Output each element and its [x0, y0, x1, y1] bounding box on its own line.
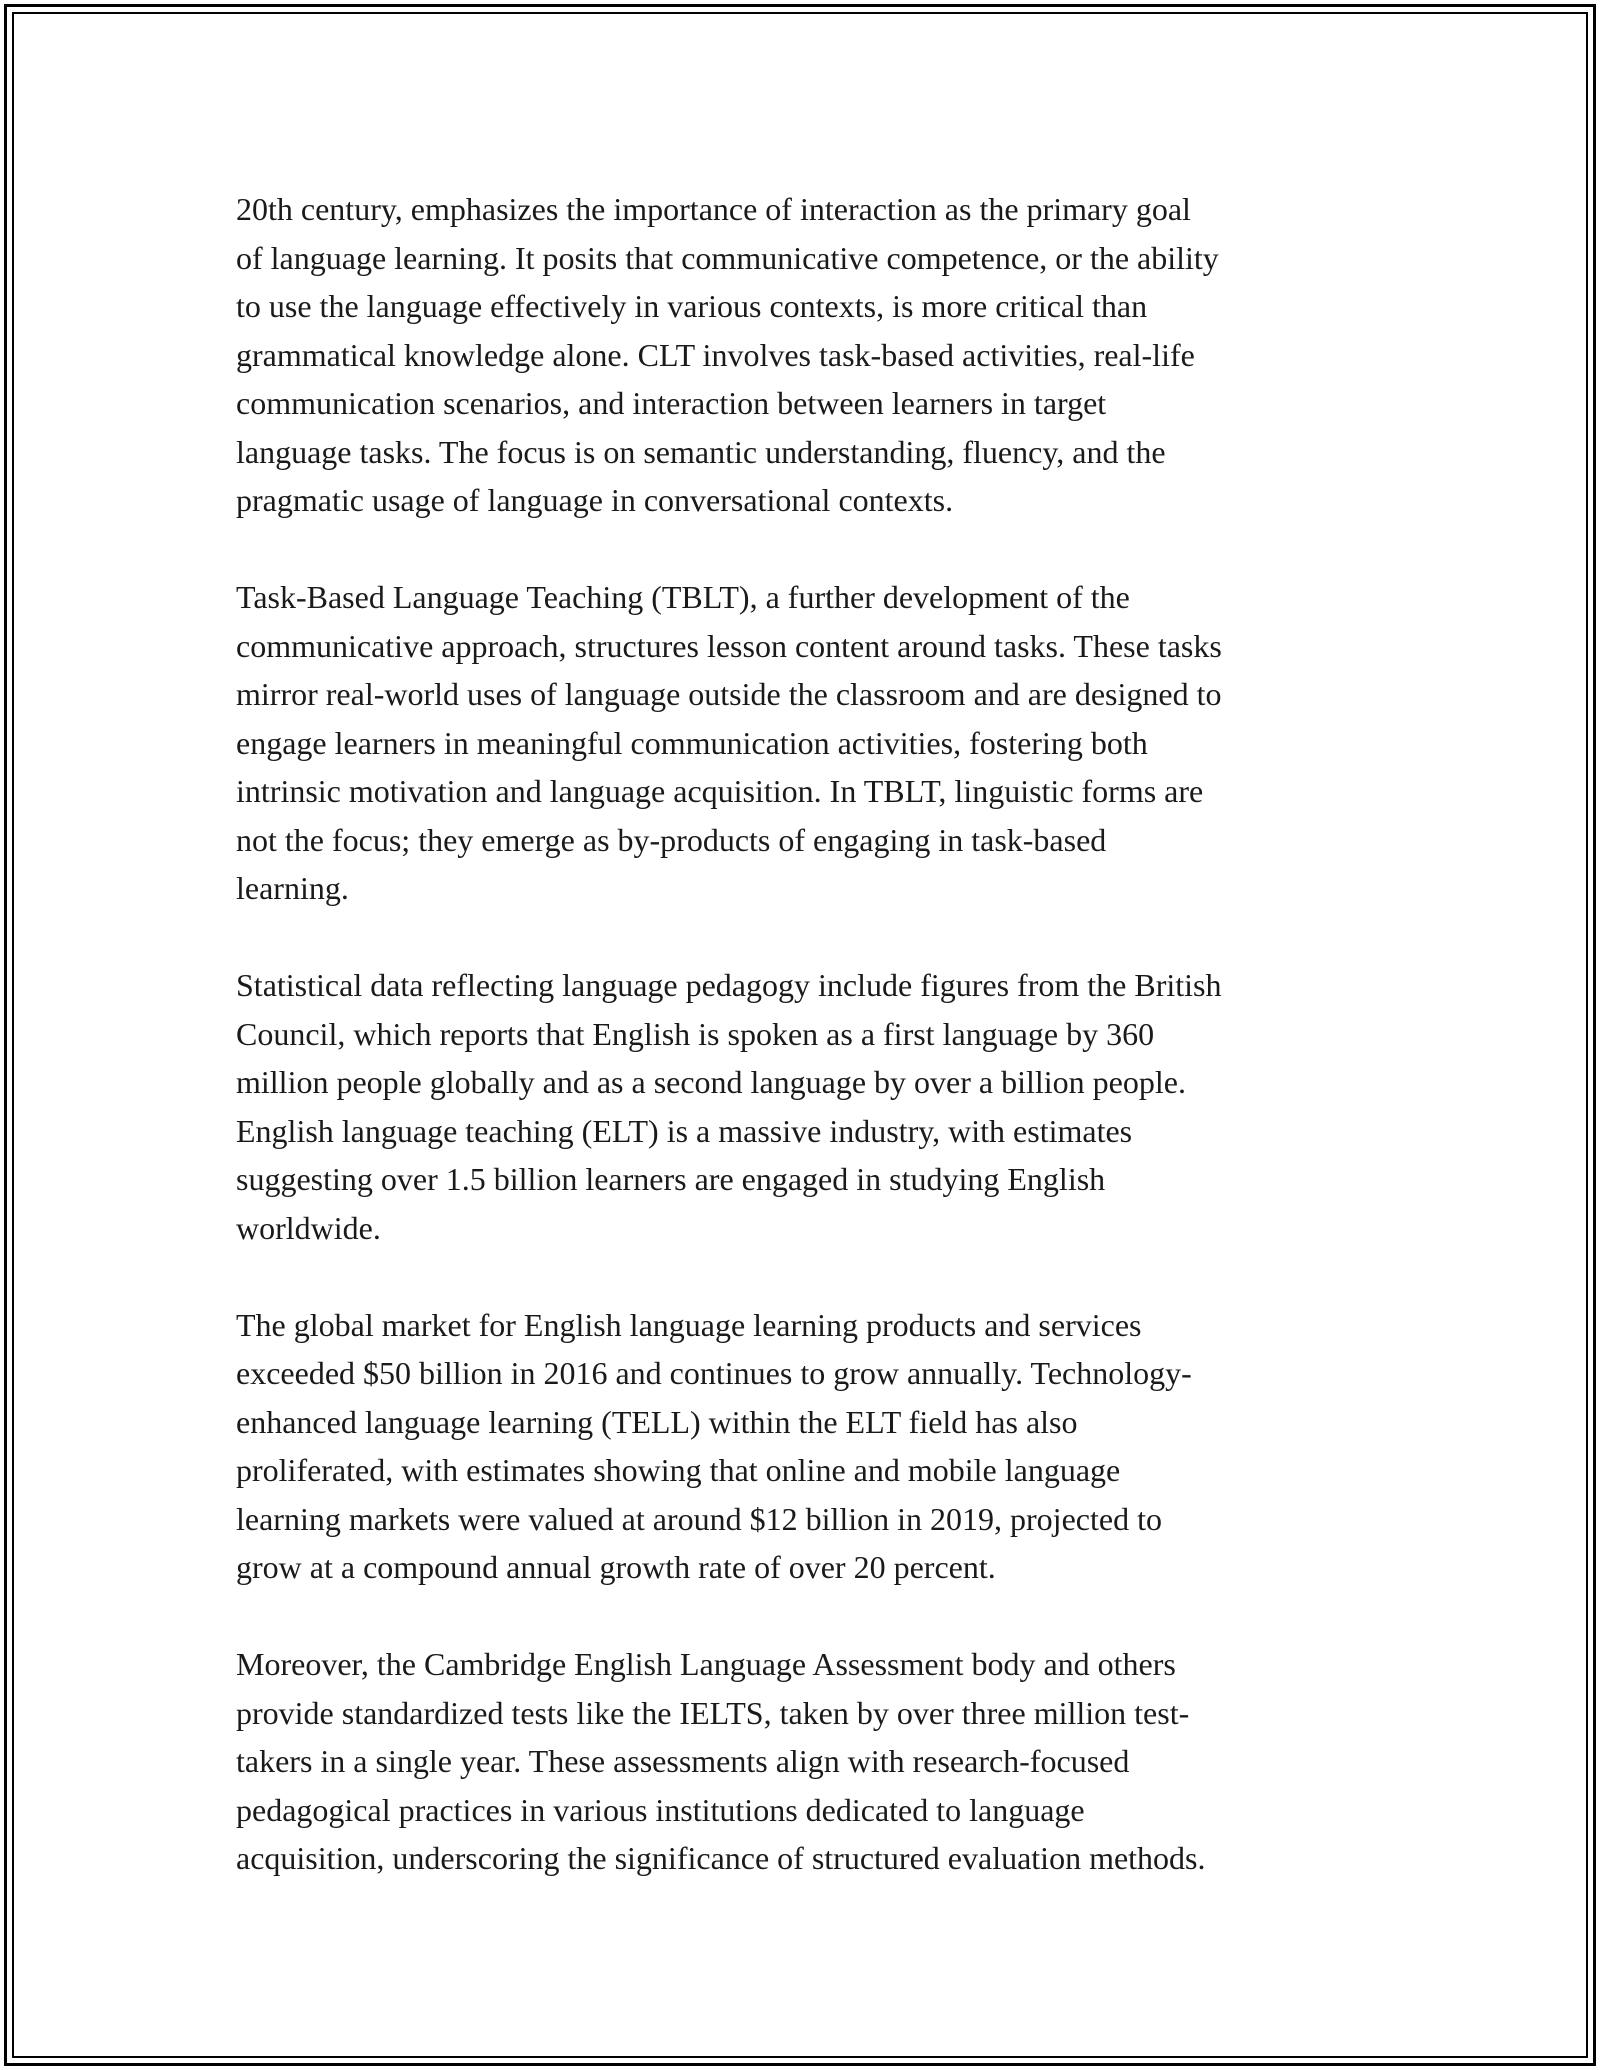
text-line: 20th century, emphasizes the importance of interaction as the primary goal	[236, 191, 1191, 227]
text-line: communicative approach, structures lesson content around tasks. These tasks	[236, 627, 1222, 664]
text-line: Moreover, the Cambridge English Language Assessment body and others	[236, 1646, 1176, 1682]
text-line: grow at a compound annual growth rate of over 20 percent.	[236, 1549, 996, 1585]
text-line: proliferated, with estimates showing that online and mobile language	[236, 1452, 1121, 1488]
paragraph-tblt	[236, 573, 1376, 913]
text-line: provide standardized tests like the IELTS, taken by over three million test-	[236, 1694, 1190, 1731]
paragraph-assessment	[236, 1640, 1376, 1883]
text-line: communication scenarios, and interaction between learners in target	[236, 385, 1107, 421]
text-line: to use the language effectively in various contexts, is more critical than	[236, 288, 1148, 324]
text-line: language tasks. The focus is on semantic understanding, fluency, and the	[236, 433, 1166, 470]
text-line: million people globally and as a second language by over a billion people.	[236, 1064, 1186, 1100]
text-line: suggesting over 1.5 billion learners are engaged in studying English	[236, 1161, 1106, 1197]
text-line: mirror real-world uses of language outside the classroom and are designed to	[236, 676, 1222, 712]
text-line: intrinsic motivation and language acquisition. In TBLT, linguistic forms are	[236, 773, 1204, 809]
text-line: not the focus; they emerge as by-products of engaging in task-based	[236, 821, 1107, 858]
text-line: grammatical knowledge alone. CLT involves task-based activities, real-life	[236, 336, 1195, 373]
text-line: exceeded $50 billion in 2016 and continues to grow annually. Technology-	[236, 1355, 1192, 1391]
text-line: takers in a single year. These assessments align with research-focused	[236, 1743, 1130, 1779]
text-line: learning.	[236, 870, 349, 906]
paragraph-statistics	[236, 961, 1376, 1252]
text-line: English language teaching (ELT) is a massive industry, with estimates	[236, 1112, 1133, 1149]
paragraph-market	[236, 1301, 1376, 1592]
text-line: Statistical data reflecting language pedagogy include figures from the British	[236, 967, 1222, 1003]
text-line: The global market for English language learning products and services	[236, 1306, 1142, 1343]
text-line: pedagogical practices in various institutions dedicated to language	[236, 1791, 1085, 1828]
text-line: engage learners in meaningful communication activities, fostering both	[236, 724, 1148, 761]
text-line: Council, which reports that English is spoken as a first language by 360	[236, 1015, 1155, 1052]
text-line: worldwide.	[236, 1209, 381, 1246]
text-line: pragmatic usage of language in conversational contexts.	[236, 482, 954, 518]
paragraph-clt	[236, 185, 1376, 525]
text-line: of language learning. It posits that communicative competence, or the ability	[236, 239, 1219, 276]
document-body	[236, 185, 1376, 1883]
text-line: acquisition, underscoring the significance of structured evaluation methods.	[236, 1840, 1206, 1876]
text-line: Task-Based Language Teaching (TBLT), a further development of the	[236, 579, 1130, 615]
text-line: learning markets were valued at around $12 billion in 2019, projected to	[236, 1500, 1162, 1537]
text-line: enhanced language learning (TELL) within the ELT field has also	[236, 1403, 1078, 1440]
